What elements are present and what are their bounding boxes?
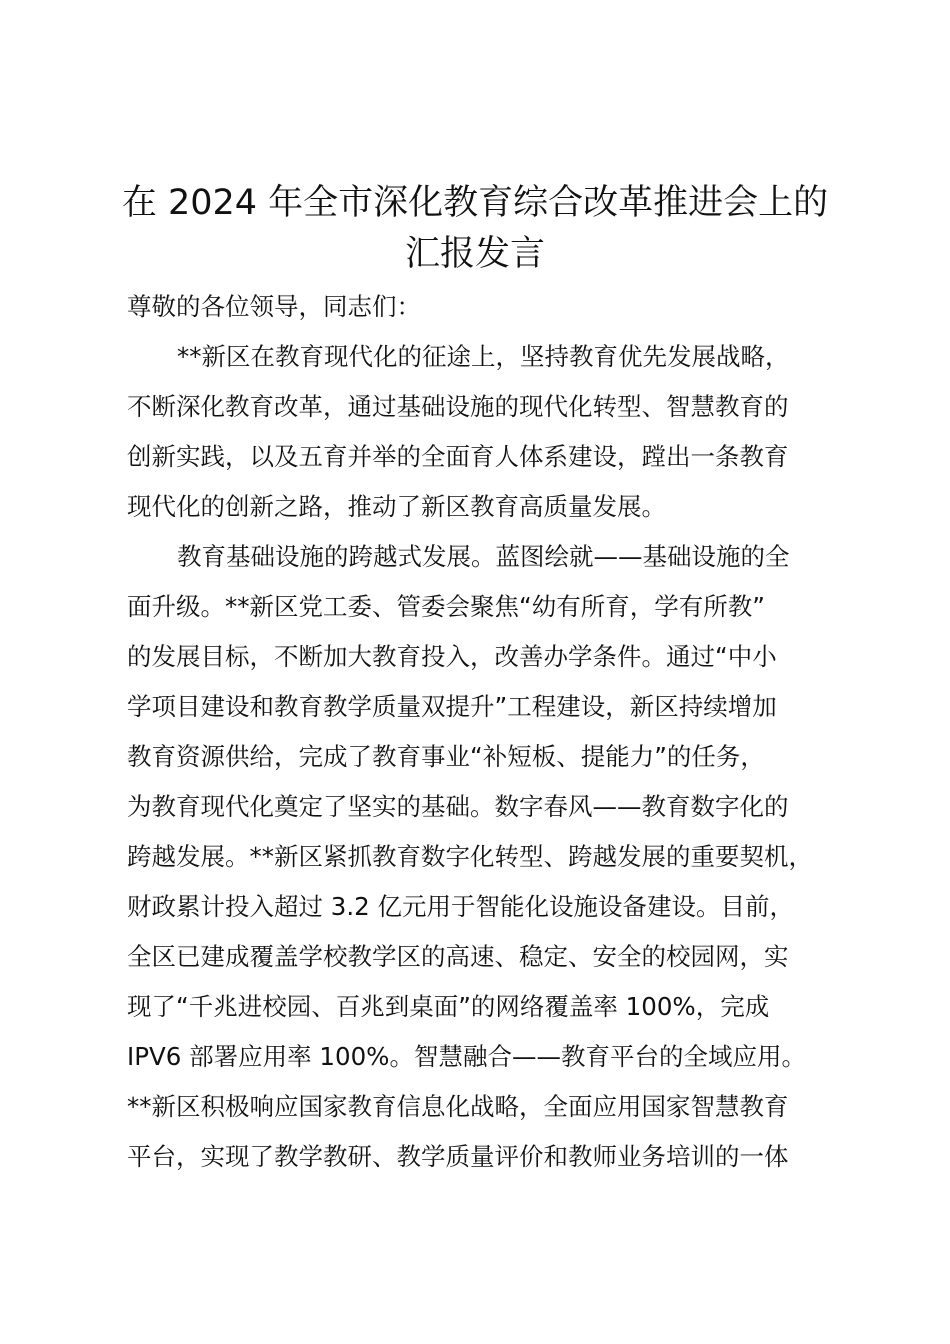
paragraph-line: 跨越发展。**新区紧抓教育数字化转型、跨越发展的重要契机， <box>127 842 813 871</box>
paragraph-line: 全区已建成覆盖学校教学区的高速、稳定、安全的校园网，实 <box>127 942 789 971</box>
paragraph-line: 的发展目标，不断加大教育投入，改善办学条件。通过“中小 <box>127 642 777 671</box>
paragraph-line: 不断深化教育改革，通过基础设施的现代化转型、智慧教育的 <box>127 392 789 421</box>
paragraph-line: 平台，实现了教学教研、教学质量评价和教师业务培训的一体 <box>127 1142 789 1171</box>
title-line-1: 在 2024 年全市深化教育综合改革推进会上的 <box>121 183 829 223</box>
salutation: 尊敬的各位领导，同志们： <box>127 292 421 321</box>
paragraph-line: 面升级。**新区党工委、管委会聚焦“幼有所育，学有所教” <box>127 592 765 621</box>
paragraph-line: 财政累计投入超过 3.2 亿元用于智能化设施设备建设。目前， <box>127 892 795 921</box>
paragraph-line: 创新实践，以及五育并举的全面育人体系建设，蹚出一条教育 <box>127 442 789 471</box>
document-body <box>127 282 837 1182</box>
paragraph-line: **新区在教育现代化的征途上，坚持教育优先发展战略， <box>177 342 790 371</box>
paragraph-line: 学项目建设和教育教学质量双提升”工程建设，新区持续增加 <box>127 692 777 721</box>
title-line-2: 汇报发言 <box>404 234 545 274</box>
paragraph-line: **新区积极响应国家教育信息化战略，全面应用国家智慧教育 <box>127 1092 789 1121</box>
paragraph-line: 现代化的创新之路，推动了新区教育高质量发展。 <box>127 492 666 521</box>
document-title <box>100 178 850 280</box>
paragraph-line: 教育资源供给，完成了教育事业“补短板、提能力”的任务， <box>127 742 765 771</box>
paragraph-line: 教育基础设施的跨越式发展。蓝图绘就——基础设施的全 <box>177 542 790 571</box>
paragraph-line: 现了“千兆进校园、百兆到桌面”的网络覆盖率 100%，完成 <box>127 992 770 1021</box>
paragraph-line: IPV6 部署应用率 100%。智慧融合——教育平台的全域应用。 <box>127 1042 806 1071</box>
paragraph-line: 为教育现代化奠定了坚实的基础。数字春风——教育数字化的 <box>127 792 789 821</box>
